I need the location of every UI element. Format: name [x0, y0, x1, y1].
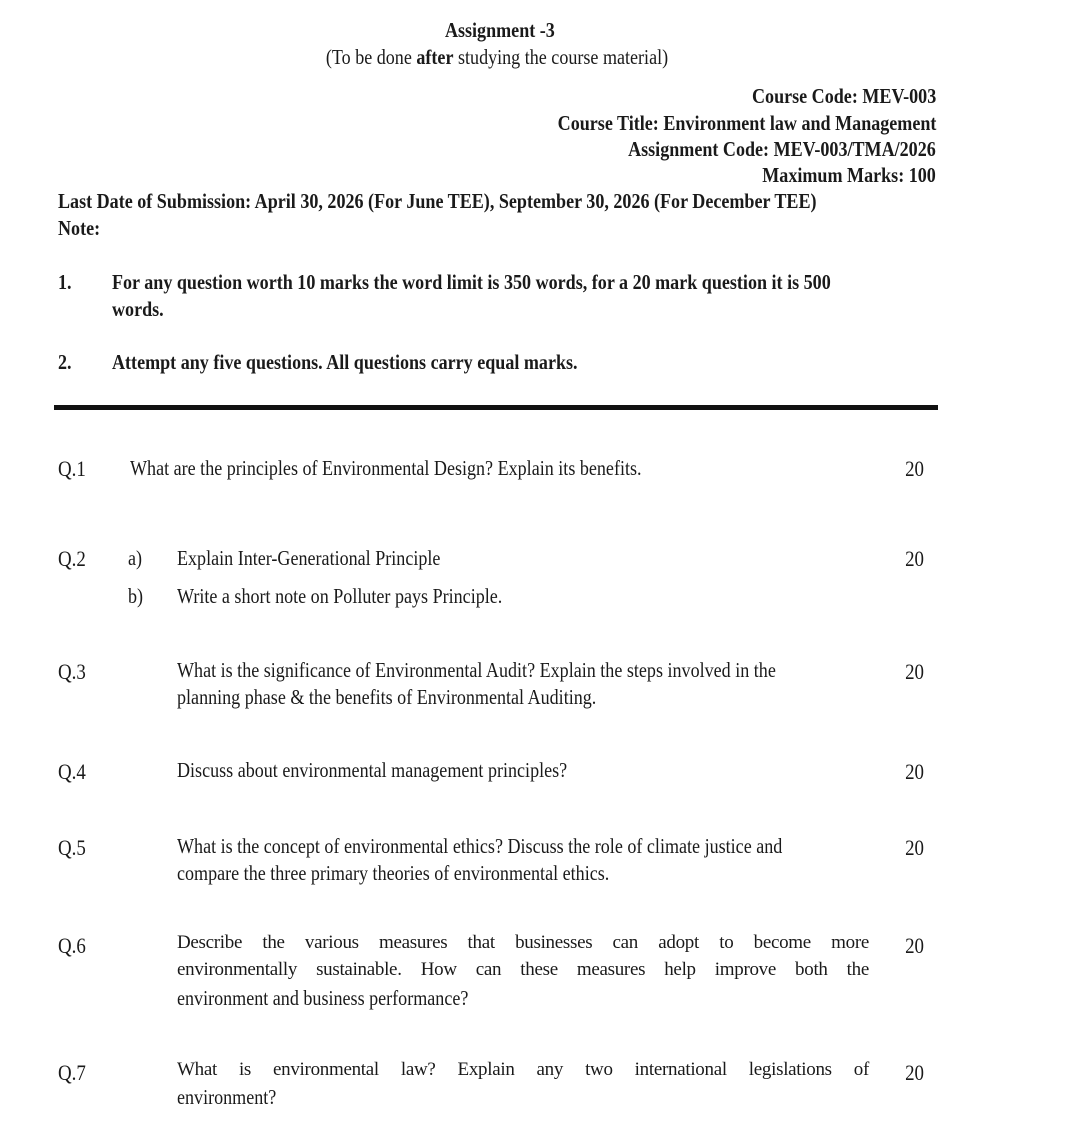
question-2-number [58, 546, 90, 572]
note-1-line-2-text: words. [112, 297, 164, 321]
note-2-number-text: 2. [58, 350, 72, 374]
question-7-number [58, 1060, 90, 1086]
question-6-line-1 [177, 932, 869, 954]
note-1-line-2 [112, 297, 172, 322]
note-2-line-1-text: Attempt any five questions. All questions carry equal marks. [112, 350, 578, 374]
question-2-part-a-label [128, 546, 144, 571]
question-1-line-1-text: What are the principles of Environmental Design? Explain its benefits. [130, 456, 642, 480]
last-date-of-submission [58, 189, 940, 214]
assignment-code-text: Assignment Code: MEV-003/TMA/2026 [628, 137, 936, 161]
question-4-marks-text: 20 [905, 759, 924, 784]
maximum-marks [734, 163, 936, 188]
question-5-number [58, 835, 90, 861]
note-1-line-1 [112, 270, 942, 295]
question-2-part-a-text-value: Explain Inter-Generational Principle [177, 546, 441, 570]
question-1-number [58, 456, 90, 482]
question-7-line-2-text: environment? [177, 1085, 277, 1109]
assignment-subtitle-text [326, 45, 668, 70]
question-4-marks [902, 759, 924, 785]
question-6-line-3 [177, 986, 516, 1011]
question-3-line-2-text: planning phase & the benefits of Environmental Auditing. [177, 685, 597, 709]
course-code-text: Course Code: MEV-003 [751, 84, 936, 108]
question-7-marks [902, 1060, 924, 1086]
section-divider [54, 405, 938, 410]
question-1-number-text: Q.1 [58, 456, 86, 481]
question-4-line-1 [177, 758, 631, 783]
question-4-line-1-text: Discuss about environmental management principles? [177, 758, 568, 782]
maximum-marks-text: Maximum Marks: 100 [762, 163, 936, 187]
question-2-part-b-text-value: Write a short note on Polluter pays Principle. [177, 584, 503, 608]
question-2-part-b-label [128, 584, 146, 609]
question-1-marks-text: 20 [905, 456, 924, 481]
question-3-line-2 [177, 685, 665, 710]
question-6-marks-text: 20 [905, 933, 924, 958]
note-1-number [58, 270, 74, 295]
question-5-marks [902, 835, 924, 861]
question-6-line-2 [177, 959, 869, 981]
subtitle-bold: after [416, 45, 454, 69]
course-title [496, 111, 936, 136]
assignment-subtitle [0, 45, 994, 70]
question-4-number [58, 759, 90, 785]
question-4-number-text: Q.4 [58, 759, 86, 784]
question-7-number-text: Q.7 [58, 1060, 86, 1085]
question-5-line-1 [177, 834, 881, 859]
question-2-marks-text: 20 [905, 546, 924, 571]
question-5-number-text: Q.5 [58, 835, 86, 860]
question-3-marks [902, 659, 924, 685]
question-3-marks-text: 20 [905, 659, 924, 684]
question-5-line-2-text: compare the three primary theories of environmental ethics. [177, 861, 610, 885]
question-6-line-3-text: environment and business performance? [177, 986, 469, 1010]
question-7-marks-text: 20 [905, 1060, 924, 1085]
question-6-line-2-text: environmentally sustainable. How can these measures help improve both the [177, 959, 869, 980]
question-6-marks [902, 933, 924, 959]
last-date-text: Last Date of Submission: April 30, 2026 (For June TEE), September 30, 2026 (For December TEE) [58, 189, 817, 213]
assignment-code [578, 137, 936, 162]
question-7-line-2 [177, 1085, 292, 1110]
course-code [722, 84, 936, 109]
course-title-text: Course Title: Environment law and Management [557, 111, 936, 135]
assignment-title-text: Assignment -3 [445, 18, 555, 42]
question-3-line-1-text: What is the significance of Environmental Audit? Explain the steps involved in the [177, 658, 776, 682]
note-2-number [58, 350, 74, 375]
note-label-text: Note: [58, 216, 101, 240]
subtitle-pre: (To be done [325, 45, 417, 69]
assignment-title [0, 18, 1000, 43]
question-2-part-b-label-text: b) [128, 584, 144, 608]
note-1-line-1-text: For any question worth 10 marks the word limit is 350 words, for a 20 mark question it is 500 [112, 270, 831, 294]
question-2-part-b-text [177, 584, 555, 609]
question-3-number [58, 659, 90, 685]
question-2-part-a-label-text: a) [128, 546, 143, 570]
question-1-marks [902, 456, 924, 482]
subtitle-post: studying the course material) [453, 45, 669, 69]
question-3-number-text: Q.3 [58, 659, 86, 684]
question-6-number [58, 933, 90, 959]
question-2-number-text: Q.2 [58, 546, 86, 571]
note-label [58, 216, 107, 241]
question-3-line-1 [177, 658, 873, 683]
question-7-line-1-text: What is environmental law? Explain any two international legislations of [177, 1059, 869, 1080]
question-2-marks [902, 546, 924, 572]
question-5-line-1-text: What is the concept of environmental ethics? Discuss the role of climate justice and [177, 834, 783, 858]
note-1-number-text: 1. [58, 270, 72, 294]
question-6-number-text: Q.6 [58, 933, 86, 958]
question-5-marks-text: 20 [905, 835, 924, 860]
question-6-line-1-text: Describe the various measures that businesses can adopt to become more [177, 932, 869, 953]
note-2-line-1 [112, 350, 653, 375]
question-1-line-1 [130, 456, 725, 481]
question-2-part-a-text [177, 546, 483, 571]
question-5-line-2 [177, 861, 680, 886]
question-7-line-1 [177, 1059, 869, 1081]
